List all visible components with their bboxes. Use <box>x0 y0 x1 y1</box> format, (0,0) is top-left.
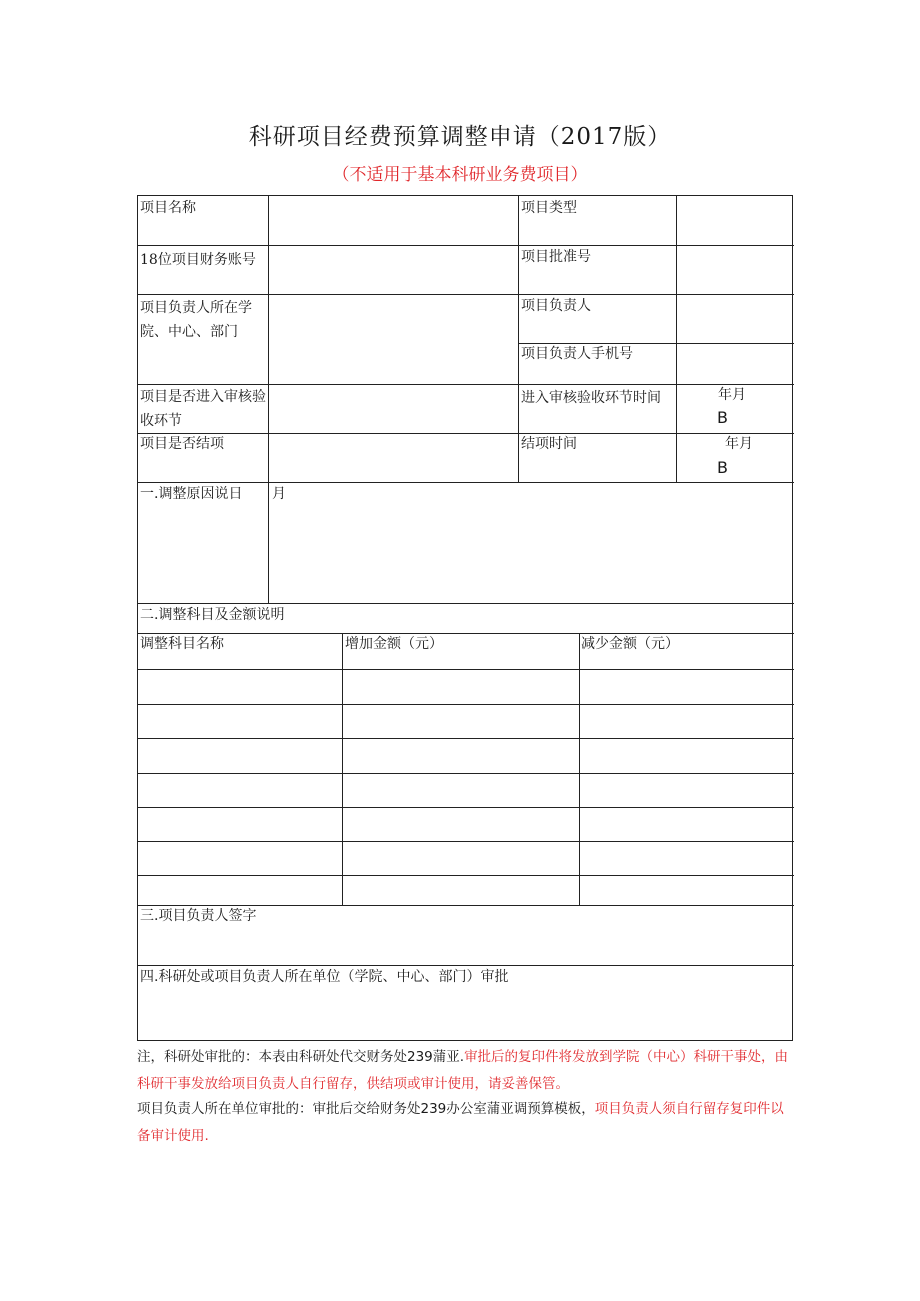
account-number-field[interactable] <box>269 245 518 294</box>
note-research-office-red: 审批后的复印件将发放到学院（中心）科研干事处，由科研干事发放给项目负责人自行留存，供结项或审计使用，请妥善保管。 <box>137 1049 789 1092</box>
section2-label: 二.调整科目及金额说明 <box>140 607 285 623</box>
note-unit-approval-black: 项目负责人所在单位审批的：审批后交给财务处239办公室蒲亚调预算模板， <box>137 1101 595 1117</box>
label-close-time: 结项时间 <box>521 436 577 452</box>
label-project-type: 项目类型 <box>521 200 577 216</box>
label-in-review: 项目是否进入审核验收环节 <box>140 389 266 429</box>
note-research-office-black: 注，科研处审批的：本表由科研处代交财务处239蒲亚. <box>137 1049 465 1065</box>
label-department: 项目负责人所在学院、中心、部门 <box>140 300 252 340</box>
label-project-leader: 项目负责人 <box>521 298 591 314</box>
form-subtitle: （不适用于基本科研业务费项目） <box>332 165 588 185</box>
in-review-field[interactable] <box>269 384 518 433</box>
department-field[interactable] <box>269 294 518 384</box>
leader-signature-area[interactable] <box>138 905 794 965</box>
column-subject-name: 调整科目名称 <box>140 636 224 652</box>
label-review-time: 进入审核验收环节时间 <box>521 390 661 406</box>
review-time-year-month: 年月 <box>718 387 746 403</box>
project-name-field[interactable] <box>269 196 518 245</box>
close-time-year-month: 年月 <box>725 436 753 452</box>
label-account-number: 18位项目财务账号 <box>140 252 256 268</box>
note-research-office <box>137 1044 797 1098</box>
project-leader-field[interactable] <box>677 294 794 343</box>
approval-area[interactable] <box>138 965 794 1042</box>
column-decrease-amount: 减少金额（元） <box>581 636 679 652</box>
note-unit-approval <box>137 1096 797 1150</box>
form-title: 科研项目经费预算调整申请（2017版） <box>248 124 672 150</box>
section4-label: 四.科研处或项目负责人所在单位（学院、中心、部门）审批 <box>140 969 509 985</box>
leader-phone-field[interactable] <box>677 343 794 384</box>
section3-label: 三.项目负责人签字 <box>140 908 257 924</box>
section1-content[interactable]: 月 <box>272 486 286 502</box>
approval-number-field[interactable] <box>677 245 794 294</box>
project-type-field[interactable] <box>677 196 794 245</box>
close-time-day: B <box>717 458 728 477</box>
label-approval-number: 项目批准号 <box>521 249 591 265</box>
column-increase-amount: 增加金额（元） <box>345 636 443 652</box>
review-time-day: B <box>717 408 728 427</box>
label-leader-phone: 项目负责人手机号 <box>521 346 633 362</box>
project-closed-field[interactable] <box>269 433 518 482</box>
label-project-closed: 项目是否结项 <box>140 436 224 452</box>
budget-adjustment-form <box>137 195 793 1041</box>
note-unit-approval-red: 项目负责人须自行留存复印件以备审计使用. <box>137 1101 784 1144</box>
section1-label: 一.调整原因说日 <box>140 486 243 502</box>
label-project-name: 项目名称 <box>140 200 196 216</box>
